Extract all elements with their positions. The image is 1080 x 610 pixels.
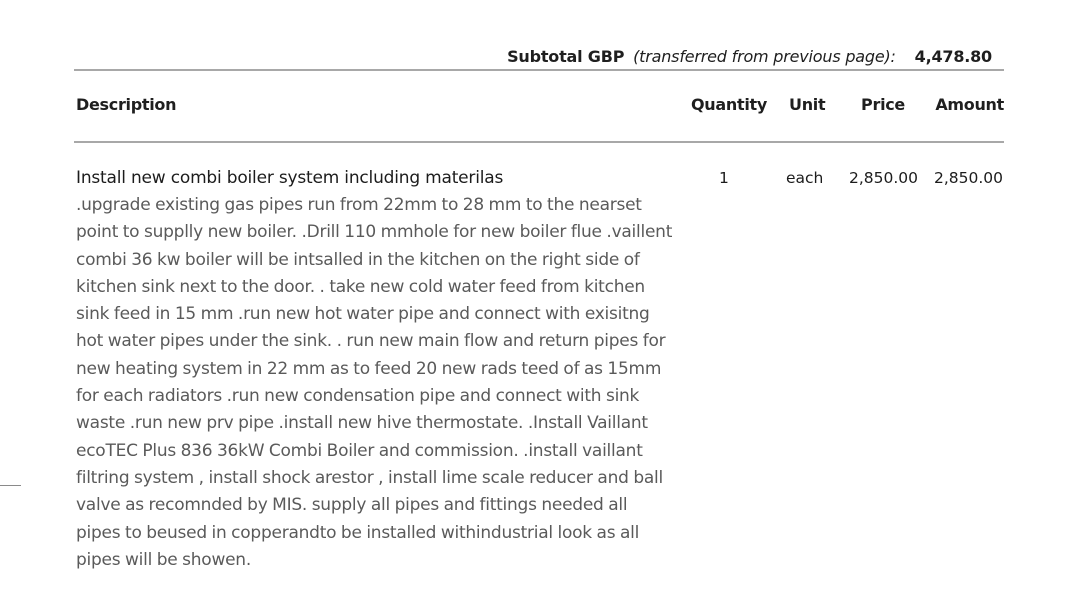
header-divider [74, 141, 1004, 143]
subtotal-value: 4,478.80 [914, 47, 992, 66]
line-item-price: 2,850.00 [848, 169, 918, 187]
subtotal-label: Subtotal GBP [507, 47, 625, 66]
top-divider [74, 69, 1004, 71]
column-header-description: Description [76, 95, 177, 114]
line-item-quantity: 1 [719, 169, 729, 187]
subtotal-note: (transferred from previous page): [633, 47, 896, 66]
column-header-unit: Unit [789, 95, 826, 114]
line-item-amount: 2,850.00 [933, 169, 1003, 187]
fold-mark [0, 485, 21, 486]
subtotal-line [507, 47, 992, 66]
column-header-quantity: Quantity [691, 95, 767, 114]
line-item-unit: each [786, 169, 824, 187]
column-header-price: Price [861, 95, 905, 114]
column-header-amount: Amount [935, 95, 1004, 114]
line-item-title: Install new combi boiler system including materilas [76, 168, 504, 188]
line-item-details: .upgrade existing gas pipes run from 22mm to 28 mm to the nearset point to supplly new boiler. .Drill 110 mmhole for new boiler flue .vaillent combi 36 kw boiler will be intsalled in the kitchen on the right side of kitchen sink next to the door. . take new cold water feed from kitchen sink feed in 15 mm .run new hot water pipe and connect with exisitng hot water pipes under the sink. . run new main flow and return pipes for new heating system in 22 mm as to feed 20 new rads teed of as 15mm for each radiators .run new condensation pipe and connect with sink waste .run new prv pipe .install new hive thermostate. .Install Vaillant ecoTEC Plus 836 36kW Combi Boiler and commission. .install vaillant filtring system , install shock arestor , install lime scale reducer and ball valve as recomnded by MIS. supply all pipes and fittings needed all pipes to beused in copperandto be installed withindustrial look as all pipes will be showen. [76, 195, 673, 570]
